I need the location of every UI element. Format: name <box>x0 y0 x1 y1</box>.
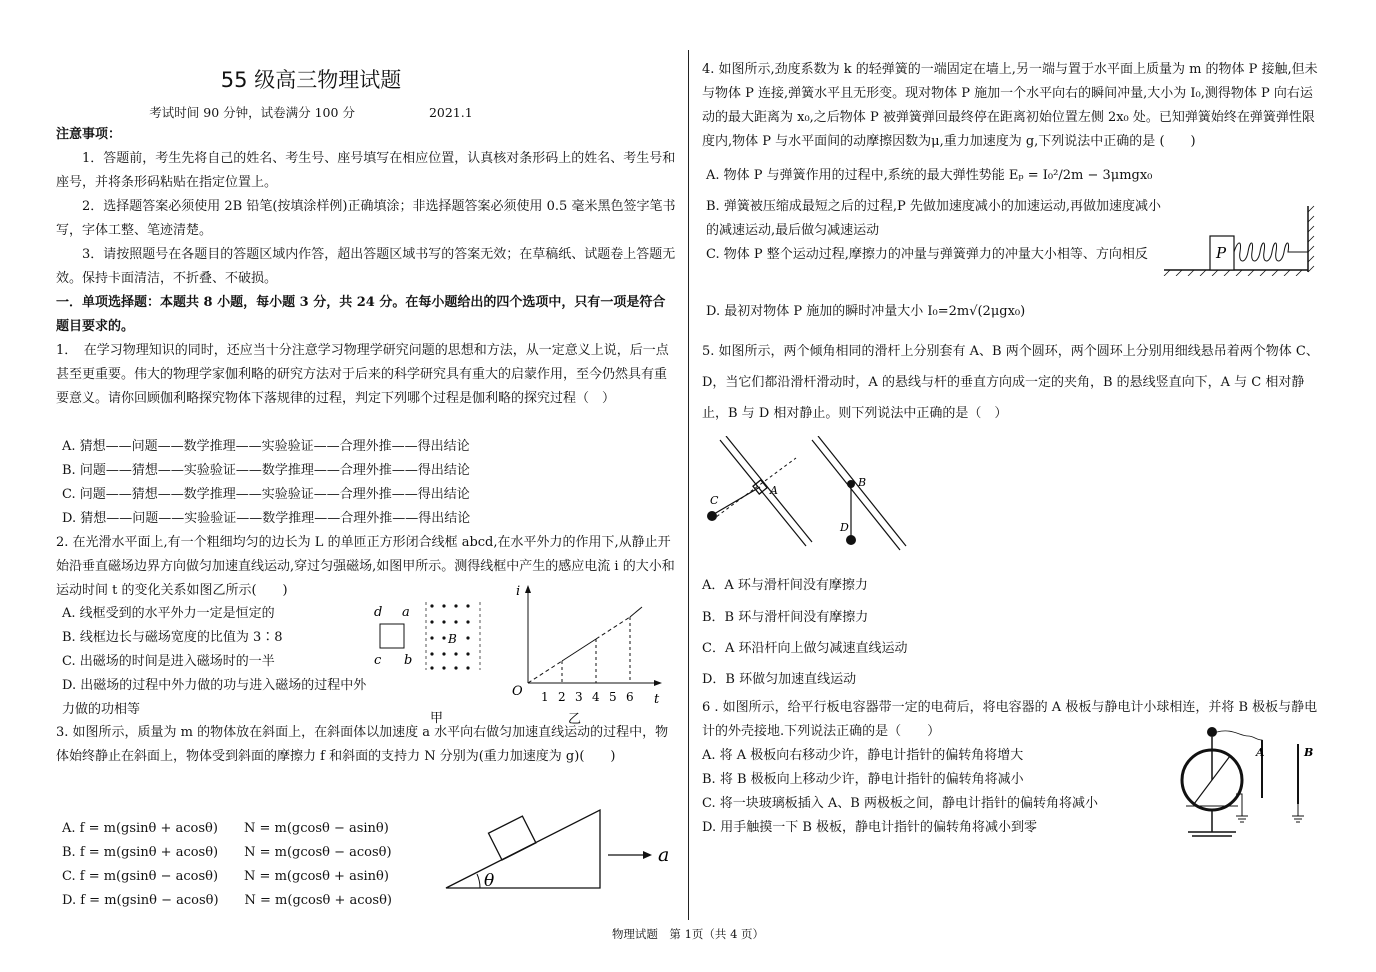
q4-option-a: A. 物体 P 与弹簧作用的过程中,系统的最大弹性势能 Eₚ = I₀²/2m − 3μmgx₀ <box>706 168 1153 183</box>
q1-option-c: C. 问题——猜想——数学推理——实验验证——合理外推——得出结论 <box>62 487 470 502</box>
q6-option-c: C. 将一块玻璃板插入 A、B 两极板之间，静电计指针的偏转角将减小 <box>702 796 1098 811</box>
q1-option-a: A. 猜想——问题——数学推理——实验验证——合理外推——得出结论 <box>62 439 470 454</box>
object-D <box>846 535 856 545</box>
label-plate-A: A <box>1256 746 1265 759</box>
tick-2: 2 <box>558 690 566 704</box>
section-1-heading: 一．单项选择题：本题共 8 小题，每小题 3 分，共 24 分。在每小题给出的四个选项中，只有一项是符合题目要求的。 <box>56 295 666 334</box>
rod-B <box>812 436 906 550</box>
label-P: P <box>1216 244 1227 262</box>
electroscope-stand <box>1188 810 1236 836</box>
page-footer: 物理试题 第 1页（共 4 页） <box>611 927 765 941</box>
notice-item-2: 2．选择题答案必须使用 2B 铅笔(按填涂样例)正确填涂；非选择题答案必须使用 0.5 毫米黑色签字笔书写，字体工整、笔迹清楚。 <box>56 199 676 238</box>
axis-label-i: i <box>516 584 521 599</box>
exam-date: 2021.1 <box>428 105 473 120</box>
q6-option-a: A. 将 A 极板向右移动少许，静电计指针的偏转角将增大 <box>702 748 1024 763</box>
q4-spring-figure <box>1160 202 1320 276</box>
exam-info <box>0 103 622 121</box>
q3-incline-figure <box>440 800 680 896</box>
label-B: B <box>858 476 867 489</box>
current-segment-1 <box>562 639 596 661</box>
q6-option-d: D. 用手触摸一下 B 极板，静电计指针的偏转角将减小到零 <box>702 820 1038 835</box>
q4-option-d: D. 最初对物体 P 施加的瞬时冲量大小 I₀=2m√(2μgx₀) <box>706 304 1026 319</box>
axis-label-t: t <box>654 692 660 707</box>
label-d: d <box>374 605 383 620</box>
label-yi: 乙 <box>568 712 582 727</box>
label-A: A <box>770 484 778 497</box>
ground-case <box>1236 794 1248 822</box>
notice-item-3: 3．请按照题号在各题目的答题区域内作答，超出答题区域书写的答案无效；在草稿纸、试题卷上答题无效。保持卡面清洁，不折叠、不破损。 <box>56 247 676 286</box>
q6-stem: 6 . 如图所示，给平行板电容器带一定的电荷后，将电容器的 A 极板与静电计小球相连，并将 B 极板与静电计的外壳接地.下列说法正确的是（ ） <box>702 700 1318 739</box>
string-A <box>714 487 760 514</box>
q1-option-d: D. 猜想——问题——实验验证——数学推理——合理外推——得出结论 <box>62 511 471 526</box>
q2-stem: 2. 在光滑水平面上,有一个粗细均匀的边长为 L 的单匝正方形闭合线框 abcd,在水平外力的作用下,从静止开始沿垂直磁场边界方向做匀加速直线运动,穿过匀强磁场,如图甲所示。测得线框中产生的感应电流 i 的大小和运动时间 t 的变化关系如图乙所示( ) <box>56 535 675 598</box>
coil-square <box>380 624 404 648</box>
acceleration-label: a <box>658 844 670 866</box>
q2-option-c: C. 出磁场的时间是进入磁场时的一半 <box>62 654 275 669</box>
page-title: 55 级高三物理试题 <box>220 68 402 92</box>
q3-stem: 3. 如图所示，质量为 m 的物体放在斜面上，在斜面体以加速度 a 水平向右做匀加速直线运动的过程中，物体始终静止在斜面上，物体受到斜面的摩擦力 f 和斜面的支持力 N 分别为(重力加速度为 g)( ) <box>56 725 669 764</box>
q6-option-b: B. 将 B 极板向上移动少许，静电计指针的偏转角将减小 <box>702 772 1024 787</box>
q3-option-c: C. f = m(gsinθ − acosθ) N = m(gcosθ + asinθ) <box>62 869 389 884</box>
q2-option-a: A. 线框受到的水平外力一定是恒定的 <box>62 606 275 621</box>
label-plate-B: B <box>1304 746 1314 759</box>
q2-figure-yi <box>508 583 668 728</box>
q1-option-b: B. 问题——猜想——实验验证——数学推理——合理外推——得出结论 <box>62 463 470 478</box>
tick-4: 4 <box>592 690 600 704</box>
q3-option-a: A. f = m(gsinθ + acosθ) N = m(gcosθ − asinθ) <box>62 821 389 836</box>
q5-option-a: A．A 环与滑杆间没有摩擦力 <box>702 578 868 593</box>
label-jia: 甲 <box>430 711 444 726</box>
angle-theta: θ <box>484 871 495 891</box>
q3-option-d: D. f = m(gsinθ − acosθ) N = m(gcosθ + acosθ) <box>62 893 392 908</box>
q5-rods-figure <box>700 436 920 556</box>
exam-duration: 考试时间 90 分钟，试卷满分 100 分 <box>149 105 355 120</box>
tick-3: 3 <box>575 690 583 704</box>
label-D: D <box>840 521 849 534</box>
tick-1: 1 <box>541 690 549 704</box>
q5-option-c: C．A 环沿杆向上做匀减速直线运动 <box>702 641 908 656</box>
rod-A <box>720 436 812 546</box>
label-c: c <box>374 653 382 668</box>
q4-stem: 4. 如图所示,劲度系数为 k 的轻弹簧的一端固定在墙上,另一端与置于水平面上质量为 m 的物体 P 接触,但未与物体 P 连接,弹簧水平且无形变。现对物体 P 施加一个水平向右的瞬间冲量,大小为 I₀,测得物体 P 向右运动的最大距离为 x₀,之后物体 P 被弹簧弹回最终停在距离初始位置左侧 2x₀ 处。已知弹簧始终在弹簧弹性限度内,物体 P 与水平面间的动摩擦因数为μ,重力加速度为 g,下列说法中正确的是 ( ) <box>702 62 1318 149</box>
block-on-incline <box>488 816 535 860</box>
q1-stem: 1． 在学习物理知识的同时，还应当十分注意学习物理学研究问题的思想和方法，从一定意义上说，后一点甚至更重要。伟大的物理学家伽利略的研究方法对于后来的科学研究具有重大的启蒙作用，至今仍然具有重要意义。请你回顾伽利略探究物体下落规律的过程，判定下列哪个过程是伽利略的探究过程（ ） <box>56 343 669 406</box>
object-C <box>707 511 717 521</box>
q5-stem: 5. 如图所示，两个倾角相同的滑杆上分别套有 A、B 两个圆环，两个圆环上分别用细线悬吊着两个物体 C、D，当它们都沿滑杆滑动时，A 的悬线与杆的垂直方向成一定的夹角，B 的悬线竖直向下，A 与 C 相对静止，B 与 D 相对静止。则下列说法中正确的是（ ） <box>702 344 1319 421</box>
origin-label: O <box>512 684 523 699</box>
notice-heading: 注意事项： <box>56 127 122 142</box>
q2-option-b: B. 线框边长与磁场宽度的比值为 3∶8 <box>62 630 283 645</box>
q6-electroscope-figure <box>1162 722 1322 844</box>
tick-5: 5 <box>609 690 617 704</box>
tick-6: 6 <box>626 690 634 704</box>
q4-option-c: C. 物体 P 整个运动过程,摩擦力的冲量与弹簧弹力的冲量大小相等、方向相反 <box>706 247 1148 262</box>
current-segment-2 <box>630 607 642 617</box>
q2-option-d: D. 出磁场的过程中外力做的功与进入磁场的过程中外力做的功相等 <box>62 678 367 717</box>
electroscope-ball <box>1207 727 1217 737</box>
column-divider <box>688 50 689 920</box>
notice-item-1: 1．答题前，考生先将自己的姓名、考生号、座号填写在相应位置，认真核对条形码上的姓名、考生号和座号，并将条形码粘贴在指定位置上。 <box>56 151 676 190</box>
ground-B <box>1292 804 1304 822</box>
q5-option-b: B．B 环与滑杆间没有摩擦力 <box>702 610 869 625</box>
q3-option-b: B. f = m(gsinθ + acosθ) N = m(gcosθ − acosθ) <box>62 845 392 860</box>
q2-figure-jia <box>368 598 488 728</box>
spring-coil <box>1234 243 1308 261</box>
label-B-field: B <box>448 632 457 646</box>
label-C: C <box>710 494 719 507</box>
label-b: b <box>404 653 413 668</box>
label-a: a <box>402 605 410 620</box>
q5-option-d: D．B 环做匀加速直线运动 <box>702 672 857 687</box>
q4-option-b: B. 弹簧被压缩成最短之后的过程,P 先做加速度减小的加速运动,再做加速度减小的减速运动,最后做匀减速运动 <box>706 199 1161 238</box>
